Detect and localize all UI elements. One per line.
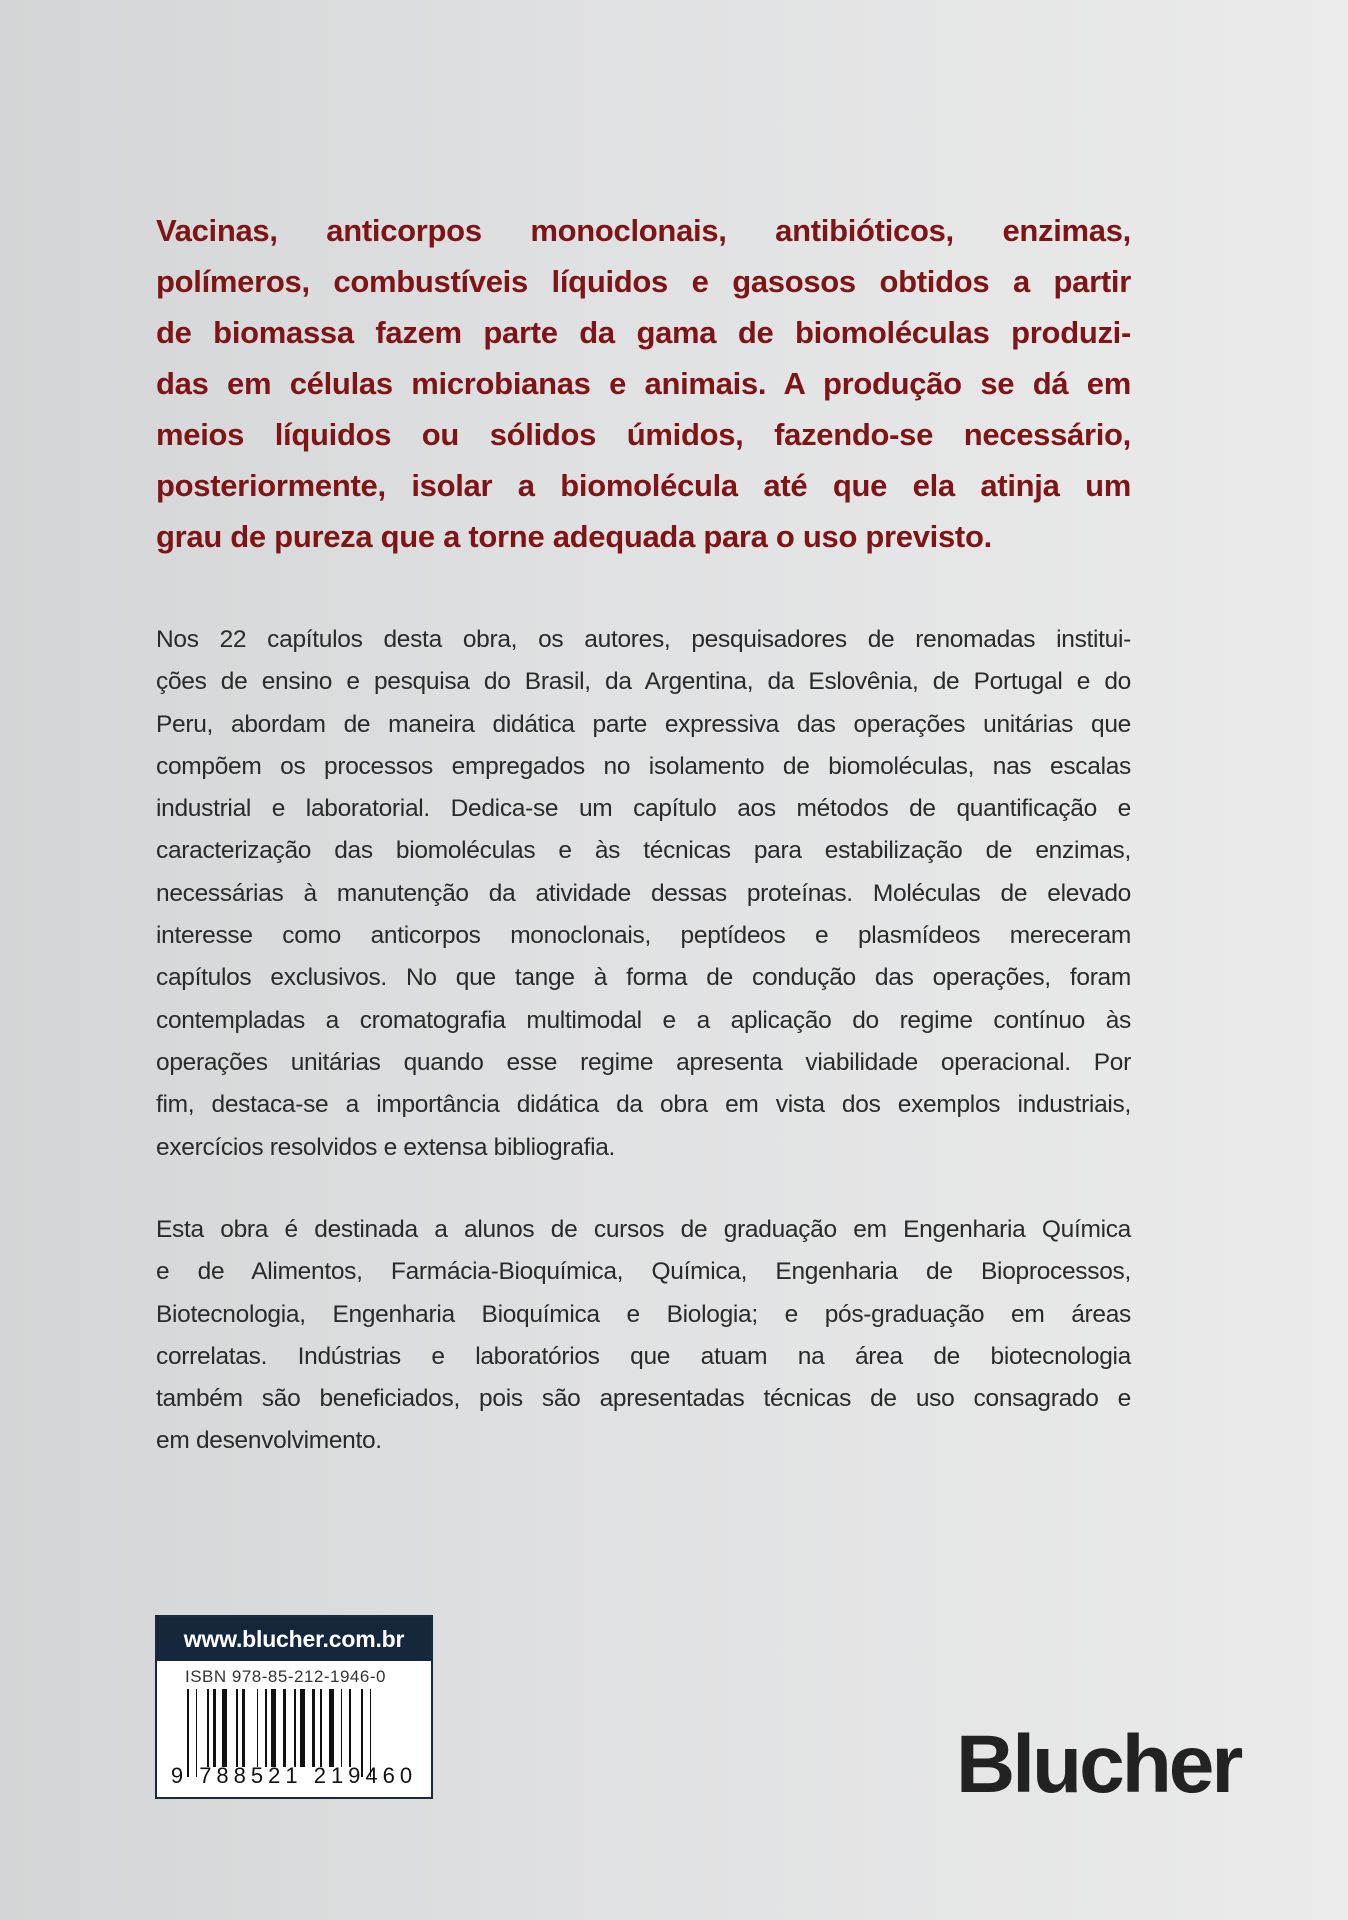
barcode-bar	[222, 1689, 227, 1767]
barcode-bar	[320, 1689, 322, 1767]
text-line: operações unitárias quando esse regime apresenta viabilidade operacional. Por	[156, 1048, 1131, 1076]
barcode-bar	[341, 1689, 343, 1767]
text-line: fim, destaca-se a importância didática da obra em vista dos exemplos industriais,	[156, 1091, 1131, 1119]
text-line: posteriormente, isolar a biomolécula até que ela atinja um	[156, 468, 1131, 503]
text-line: Vacinas, anticorpos monoclonais, antibióticos, enzimas,	[156, 213, 1131, 248]
lead-paragraph	[156, 205, 1131, 562]
text-line: e de Alimentos, Farmácia-Bioquímica, Química, Engenharia de Bioprocessos,	[156, 1258, 1131, 1286]
barcode-bar	[294, 1689, 296, 1767]
publisher-logo: Blucher	[956, 1719, 1241, 1810]
text-line: contempladas a cromatografia multimodal e a aplicação do regime contínuo às	[156, 1006, 1131, 1034]
barcode-bar	[213, 1689, 216, 1767]
text-line: ções de ensino e pesquisa do Brasil, da Argentina, da Eslovênia, de Portugal e do	[156, 668, 1131, 696]
text-line: compõem os processos empregados no isolamento de biomoléculas, nas escalas	[156, 752, 1131, 780]
text-line: das em células microbianas e animais. A produção se dá em	[156, 366, 1131, 401]
text-line: Esta obra é destinada a alunos de cursos de graduação em Engenharia Química	[156, 1216, 1131, 1243]
text-line: exercícios resolvidos e extensa bibliografia.	[156, 1133, 616, 1161]
text-line: necessárias à manutenção da atividade dessas proteínas. Moléculas de elevado	[156, 879, 1131, 907]
description-paragraph-1	[156, 619, 1131, 1169]
description-paragraph-2	[156, 1209, 1131, 1463]
barcode-bar	[207, 1689, 209, 1767]
text-line: interesse como anticorpos monoclonais, peptídeos e plasmídeos mereceram	[156, 922, 1131, 950]
text-line: meios líquidos ou sólidos úmidos, fazendo-se necessário,	[156, 417, 1131, 452]
barcode-bar	[329, 1689, 334, 1767]
text-line: Peru, abordam de maneira didática parte expressiva das operações unitárias que	[156, 710, 1131, 738]
barcode-bar	[300, 1689, 305, 1767]
text-line: de biomassa fazem parte da gama de biomoléculas produzi-	[156, 315, 1131, 350]
barcode-bar	[265, 1689, 267, 1767]
text-line: Nos 22 capítulos desta obra, os autores, pesquisadores de renomadas institui-	[156, 626, 1131, 653]
publisher-website: www.blucher.com.br	[157, 1617, 431, 1661]
barcode-bar	[283, 1689, 286, 1767]
text-line: capítulos exclusivos. No que tange à forma de condução das operações, foram	[156, 964, 1131, 992]
barcode-bar	[242, 1689, 245, 1767]
text-line: Biotecnologia, Engenharia Bioquímica e Biologia; e pós-graduação em áreas	[156, 1300, 1131, 1328]
barcode-bar	[236, 1689, 238, 1767]
barcode-bar	[349, 1689, 351, 1767]
isbn-number: ISBN 978-85-212-1946-0	[185, 1667, 386, 1686]
text-line: também são beneficiados, pois são apresentadas técnicas de uso consagrado e	[156, 1385, 1131, 1413]
text-line: polímeros, combustíveis líquidos e gasosos obtidos a partir	[156, 264, 1131, 299]
isbn-barcode-block	[155, 1615, 433, 1799]
barcode-digits: 9 788521 219460	[170, 1763, 418, 1788]
text-line: correlatas. Indústrias e laboratórios que atuam na área de biotecnologia	[156, 1342, 1131, 1370]
text-line: industrial e laboratorial. Dedica-se um capítulo aos métodos de quantificação e	[156, 795, 1131, 823]
barcode-bar	[312, 1689, 315, 1767]
barcode-icon	[187, 1689, 412, 1771]
text-line: grau de pureza que a torne adequada para o uso previsto.	[156, 519, 992, 554]
text-line: em desenvolvimento.	[156, 1427, 382, 1455]
barcode-bar	[271, 1689, 276, 1767]
text-line: caracterização das biomoléculas e às técnicas para estabilização de enzimas,	[156, 837, 1131, 865]
barcode-bar	[257, 1689, 259, 1767]
